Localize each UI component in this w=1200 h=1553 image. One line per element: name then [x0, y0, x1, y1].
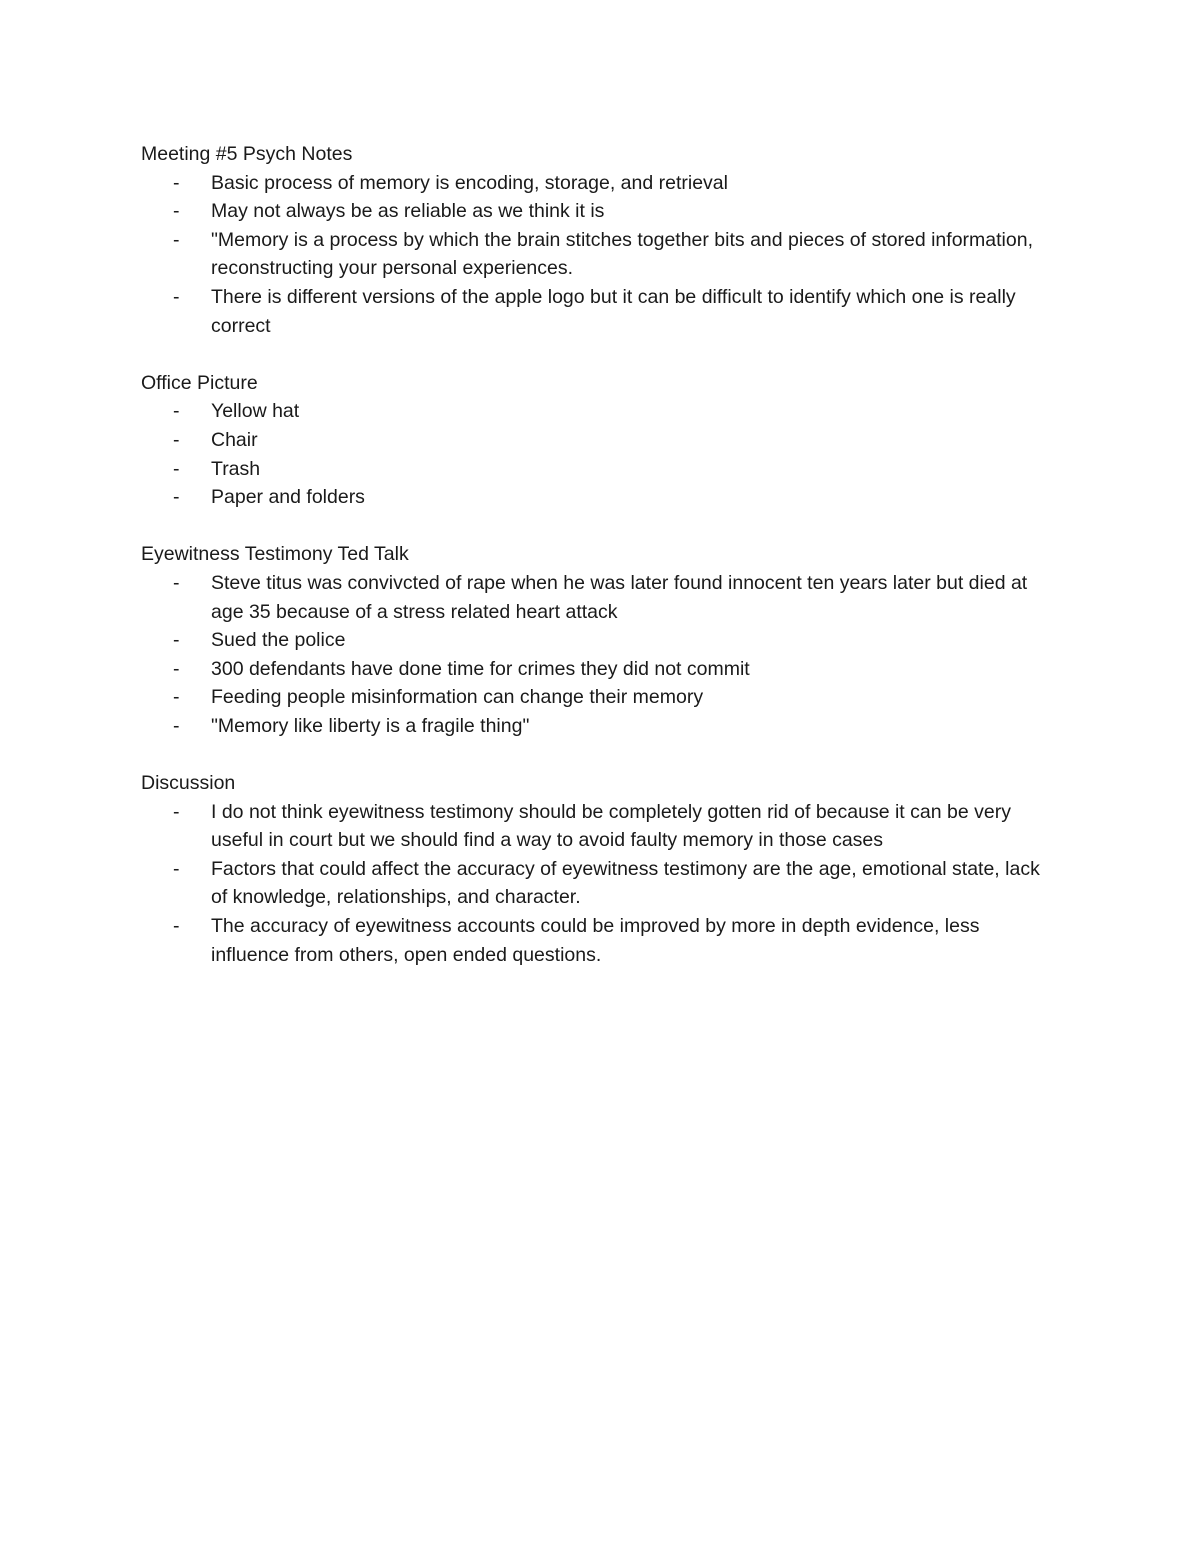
- list-item: [141, 426, 1061, 455]
- list-item-text: Feeding people misinformation can change their memory: [211, 686, 704, 709]
- list-item: [141, 169, 1061, 198]
- bullet-list: [141, 397, 1061, 511]
- bullet-dash: -: [173, 228, 180, 251]
- bullet-dash: -: [173, 285, 180, 308]
- bullet-dash: -: [173, 629, 180, 652]
- section-eyewitness-ted-talk: [141, 540, 1061, 740]
- list-item: [141, 455, 1061, 484]
- section-heading: Eyewitness Testimony Ted Talk: [141, 543, 409, 566]
- list-item-text: Yellow hat: [211, 400, 300, 423]
- bullet-dash: -: [173, 915, 180, 938]
- list-item: [141, 283, 1061, 340]
- list-item-text: Paper and folders: [211, 486, 365, 509]
- list-item: [141, 197, 1061, 226]
- bullet-dash: -: [173, 571, 180, 594]
- list-item-text: Steve titus was convivcted of rape when he was later found innocent ten years later but died at age 35 because of a stress related heart attack: [211, 571, 1028, 623]
- list-item-text: Sued the police: [211, 629, 346, 652]
- bullet-dash: -: [173, 400, 180, 423]
- section-heading: Meeting #5 Psych Notes: [141, 143, 353, 165]
- section-heading: Office Picture: [141, 371, 258, 394]
- list-item: [141, 569, 1061, 626]
- bullet-dash: -: [173, 457, 180, 480]
- list-item: [141, 855, 1061, 912]
- list-item-text: Factors that could affect the accuracy of eyewitness testimony are the age, emotional state, lack of knowledge, relationships, and character.: [211, 857, 1040, 909]
- list-item-text: 300 defendants have done time for crimes they did not commit: [211, 657, 750, 680]
- list-item-text: I do not think eyewitness testimony should be completely gotten rid of because it can be very useful in court but we should find a way to avoid faulty memory in those cases: [211, 800, 1011, 852]
- list-item: [141, 655, 1061, 684]
- list-item: [141, 912, 1061, 969]
- list-item: [141, 397, 1061, 426]
- list-item-text: May not always be as reliable as we think it is: [211, 200, 605, 223]
- list-item-text: Chair: [211, 428, 258, 451]
- list-item: [141, 483, 1061, 512]
- section-meeting-notes: [141, 140, 1061, 340]
- section-discussion: [141, 769, 1061, 969]
- section-office-picture: [141, 369, 1061, 512]
- list-item-text: Basic process of memory is encoding, storage, and retrieval: [211, 171, 728, 194]
- list-item-text: The accuracy of eyewitness accounts could be improved by more in depth evidence, less influence from others, open ended questions.: [211, 915, 980, 966]
- list-item: [141, 626, 1061, 655]
- list-item-text: Trash: [211, 457, 261, 480]
- list-item-text: "Memory is a process by which the brain stitches together bits and pieces of stored information, reconstructing your personal experiences.: [211, 228, 1033, 280]
- bullet-dash: -: [173, 486, 180, 509]
- bullet-dash: -: [173, 428, 180, 451]
- list-item: [141, 798, 1061, 855]
- list-item-text: There is different versions of the apple logo but it can be difficult to identify which one is really correct: [211, 285, 1016, 337]
- bullet-dash: -: [173, 800, 180, 823]
- list-item: [141, 683, 1061, 712]
- bullet-dash: -: [173, 714, 180, 737]
- bullet-list: [141, 798, 1061, 970]
- bullet-dash: -: [173, 686, 180, 709]
- section-heading: Discussion: [141, 772, 236, 795]
- document-page: [141, 140, 1061, 969]
- list-item-text: "Memory like liberty is a fragile thing": [211, 714, 530, 737]
- list-item: [141, 226, 1061, 283]
- bullet-list: [141, 569, 1061, 741]
- list-item: [141, 712, 1061, 741]
- bullet-list: [141, 169, 1061, 341]
- bullet-dash: -: [173, 171, 180, 194]
- bullet-dash: -: [173, 200, 180, 223]
- bullet-dash: -: [173, 657, 180, 680]
- bullet-dash: -: [173, 857, 180, 880]
